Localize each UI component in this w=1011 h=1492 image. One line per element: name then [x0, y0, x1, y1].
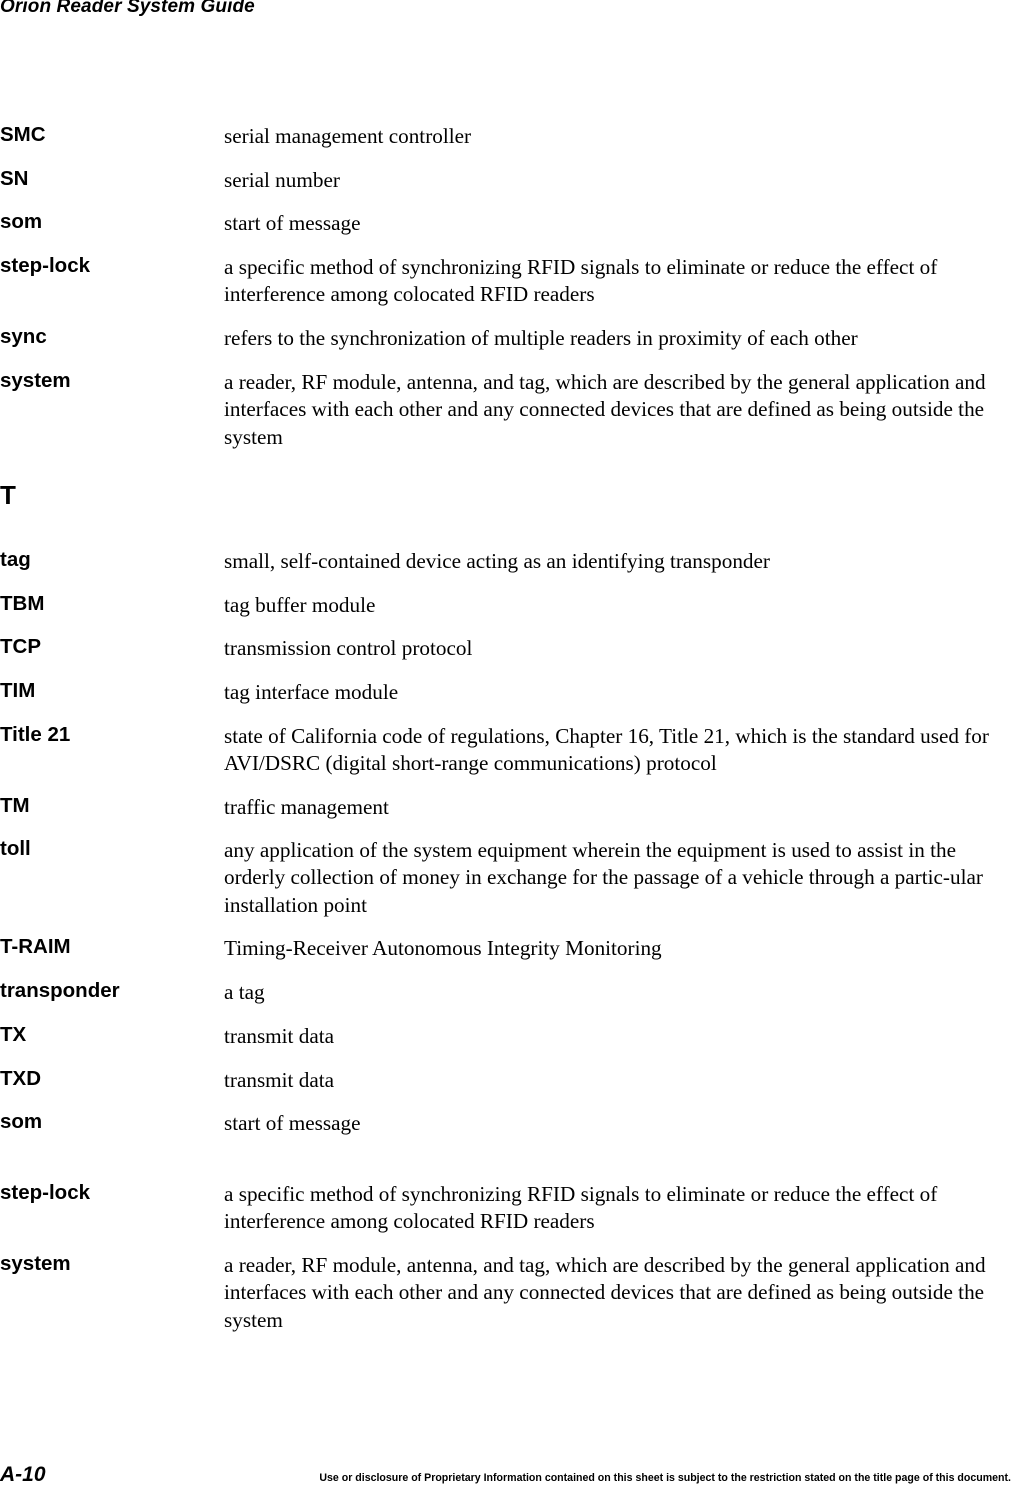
glossary-definition: transmission control protocol	[224, 636, 473, 660]
glossary-term: som	[0, 210, 43, 233]
glossary-definition: tag buffer module	[224, 593, 376, 617]
glossary-term: tag	[0, 548, 31, 571]
glossary-term: system	[0, 1252, 71, 1275]
glossary-definition: a tag	[224, 980, 265, 1004]
glossary-definition: serial management controller	[224, 124, 472, 148]
glossary-term: TCP	[0, 635, 41, 658]
glossary-definition: a reader, RF module, antenna, and tag, which are described by the general application and interfaces with each other and any connected devices that are defined as being outside the system	[224, 370, 986, 449]
glossary-term: TBM	[0, 592, 45, 615]
proprietary-notice: Use or disclosure of Proprietary Information contained on this sheet is subject to the restriction stated on the title page of this document.	[319, 1472, 1011, 1484]
glossary-definition: refers to the synchronization of multiple readers in proximity of each other	[224, 326, 858, 350]
glossary-definition: state of California code of regulations, Chapter 16, Title 21, which is the standard used for AVI/DSRC (digital short-range communications) protocol	[224, 724, 989, 776]
glossary-term: step-lock	[0, 1181, 90, 1204]
glossary-term: transponder	[0, 979, 120, 1002]
glossary-term: SMC	[0, 123, 46, 146]
glossary-definition: tag interface module	[224, 680, 399, 704]
glossary-definition: serial number	[224, 168, 340, 192]
glossary-definition: start of message	[224, 1111, 361, 1135]
glossary-term: TIM	[0, 679, 36, 702]
glossary-term: step-lock	[0, 254, 90, 277]
page-number: A-10	[0, 1463, 46, 1486]
section-letter-heading: T	[0, 480, 16, 510]
glossary-term: SN	[0, 167, 29, 190]
page-header-title: Orion Reader System Guide	[0, 0, 255, 17]
glossary-definition: start of message	[224, 211, 361, 235]
glossary-definition: transmit data	[224, 1024, 335, 1048]
glossary-definition: Timing-Receiver Autonomous Integrity Monitoring	[224, 936, 662, 960]
glossary-term: som	[0, 1110, 43, 1133]
glossary-term: TXD	[0, 1067, 41, 1090]
glossary-term: TX	[0, 1023, 27, 1046]
glossary-definition: any application of the system equipment wherein the equipment is used to assist in the orderly collection of money in exchange for the passage of a vehicle through a partic-ular installation point	[224, 838, 983, 917]
glossary-definition: transmit data	[224, 1068, 335, 1092]
glossary-definition: a reader, RF module, antenna, and tag, which are described by the general application and interfaces with each other and any connected devices that are defined as being outside the system	[224, 1253, 986, 1332]
glossary-definition: small, self-contained device acting as an identifying transponder	[224, 549, 770, 573]
glossary-term: TM	[0, 794, 30, 817]
glossary-definition: a specific method of synchronizing RFID signals to eliminate or reduce the effect of interference among colocated RFID readers	[224, 1182, 938, 1234]
glossary-term: Title 21	[0, 723, 71, 746]
glossary-definition: a specific method of synchronizing RFID signals to eliminate or reduce the effect of interference among colocated RFID readers	[224, 255, 938, 307]
glossary-definition: traffic management	[224, 795, 389, 819]
glossary-term: T-RAIM	[0, 935, 71, 958]
glossary-term: sync	[0, 325, 47, 348]
glossary-term: toll	[0, 837, 31, 860]
glossary-term: system	[0, 369, 71, 392]
